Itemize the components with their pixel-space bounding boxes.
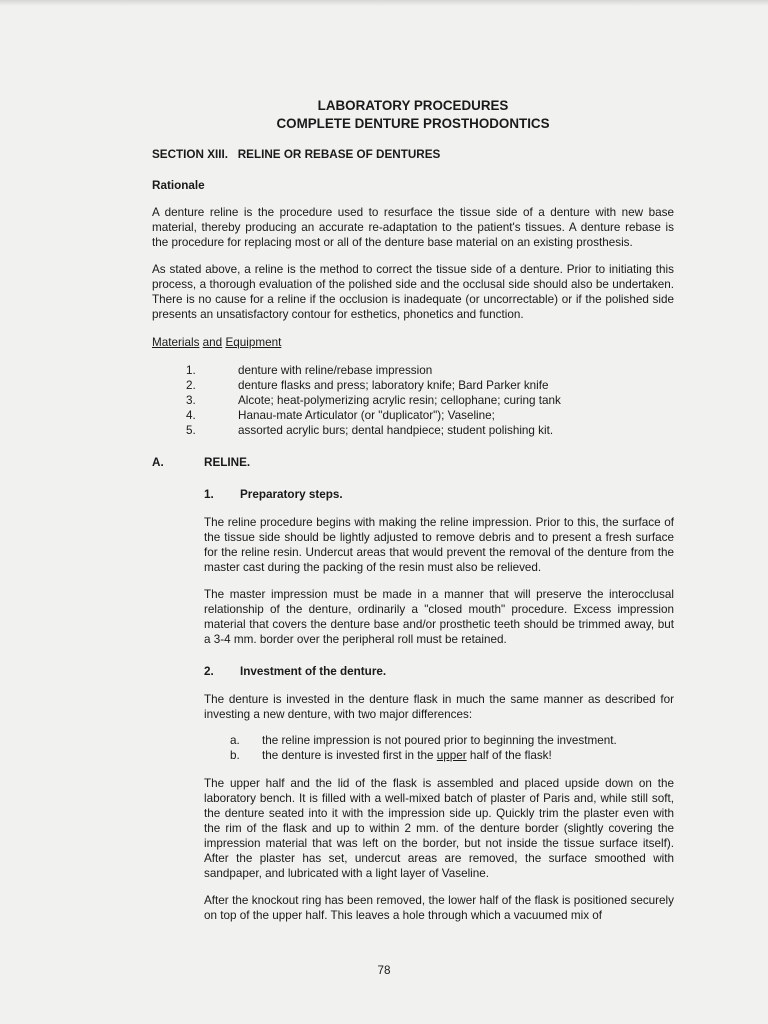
- document-title: [152, 97, 674, 133]
- list-item-text: denture flasks and press; laboratory knife; Bard Parker knife: [238, 379, 549, 392]
- list-item-text: denture with reline/rebase impression: [238, 364, 433, 377]
- list-item-text-part: half of the flask!: [466, 749, 552, 762]
- materials-heading-word-3: Equipment: [225, 336, 282, 349]
- list-item-number: 2.: [186, 379, 196, 392]
- differences-list: [230, 733, 674, 763]
- rationale-paragraph-1: A denture reline is the procedure used to resurface the tissue side of a denture with new base material, thereby producing an accurate re-adaptation to the patient's tissues. A denture rebase is the procedure for replacing most or all of the denture base material on an existing prosthesis.: [152, 206, 674, 249]
- materials-list: [186, 363, 674, 438]
- step-2-paragraph-3: After the knockout ring has been removed, the lower half of the flask is positioned securely on top of the upper half. This leaves a hole through which a vacuumed mix of: [204, 894, 674, 922]
- part-a-title: RELINE.: [204, 456, 251, 469]
- step-2-number: 2.: [204, 665, 214, 678]
- rationale-paragraph-2: As stated above, a reline is the method to correct the tissue side of a denture. Prior to initiating this process, a thorough evaluation of the polished side and the occlusal side should also be undertaken. There is no cause for a reline if the occlusion is inadequate (or uncorrectable) or if the polished side presents an unsatisfactory contour for esthetics, phonetics and function.: [152, 263, 674, 321]
- list-item-number: 1.: [186, 364, 196, 377]
- part-a-body: [204, 487, 674, 722]
- list-item-text: [262, 748, 552, 763]
- part-a-letter: A.: [152, 456, 164, 469]
- part-a-body-continued: [204, 776, 674, 923]
- step-2-heading: [204, 664, 674, 679]
- step-1-number: 1.: [204, 488, 214, 501]
- step-1-heading: [204, 487, 674, 502]
- list-item-text: [262, 733, 617, 748]
- title-line-1: LABORATORY PROCEDURES: [317, 98, 509, 113]
- list-item-number: 4.: [186, 409, 196, 422]
- section-heading: SECTION XIII. RELINE OR REBASE OF DENTURES: [152, 148, 441, 161]
- list-item: [186, 378, 674, 393]
- list-item-letter: a.: [230, 734, 240, 747]
- title-line-2: COMPLETE DENTURE PROSTHODONTICS: [276, 116, 550, 131]
- step-2-paragraph-2: The upper half and the lid of the flask is assembled and placed upside down on the laboratory bench. It is filled with a well-mixed batch of plaster of Paris and, while still soft, the denture seated into it with the impression side up. Quickly trim the plaster even with the rim of the flask and up to within 2 mm. of the denture border (slightly covering the impression material that was left on the border, but not inside the tissue surface itself). After the plaster has set, undercut areas are removed, the surface smoothed with sandpaper, and lubricated with a light layer of Vaseline.: [204, 777, 674, 880]
- step-1-paragraph-1: The reline procedure begins with making the reline impression. Prior to this, the surface of the tissue side should be lightly adjusted to remove debris and to present a fresh surface for the reline resin. Undercut areas that would prevent the removal of the denture from the master cast during the packing of the resin must also be relieved.: [204, 516, 674, 574]
- step-2-paragraph-1: The denture is invested in the denture flask in much the same manner as described for investing a new denture, with two major differences:: [204, 693, 674, 721]
- list-item-text-part: the denture is invested first in the: [262, 749, 437, 762]
- list-item: [186, 423, 674, 438]
- page-number: 78: [377, 964, 391, 977]
- list-item-letter: b.: [230, 749, 240, 762]
- list-item-number: 3.: [186, 394, 196, 407]
- list-item-text: assorted acrylic burs; dental handpiece; student polishing kit.: [238, 424, 554, 437]
- list-item: [186, 393, 674, 408]
- list-item: [186, 363, 674, 378]
- list-item: [186, 408, 674, 423]
- materials-heading-word-2: and: [202, 336, 223, 349]
- materials-heading-word-1: Materials: [152, 336, 200, 349]
- rationale-heading: Rationale: [152, 179, 205, 192]
- materials-heading: [152, 335, 674, 350]
- scan-edge: [0, 0, 768, 6]
- list-item-text: Hanau-mate Articulator (or "duplicator"); Vaseline;: [238, 409, 495, 422]
- part-a-heading: [152, 455, 674, 470]
- step-1-title: Preparatory steps.: [240, 488, 343, 501]
- emphasized-word: upper: [436, 749, 467, 762]
- list-item-text-part: the reline impression is not poured prior to beginning the investment.: [262, 734, 617, 747]
- page-content: [152, 97, 674, 923]
- step-1-paragraph-2: The master impression must be made in a manner that will preserve the interocclusal relationship of the denture, ordinarily a "closed mouth" procedure. Excess impression material that covers the denture base and/or prosthetic teeth should be trimmed away, but a 3-4 mm. border over the peripheral roll must be retained.: [204, 588, 674, 646]
- list-item-text: Alcote; heat-polymerizing acrylic resin; cellophane; curing tank: [238, 394, 561, 407]
- list-item: [230, 748, 674, 763]
- list-item-number: 5.: [186, 424, 196, 437]
- step-2-title: Investment of the denture.: [240, 665, 387, 678]
- list-item: [230, 733, 674, 748]
